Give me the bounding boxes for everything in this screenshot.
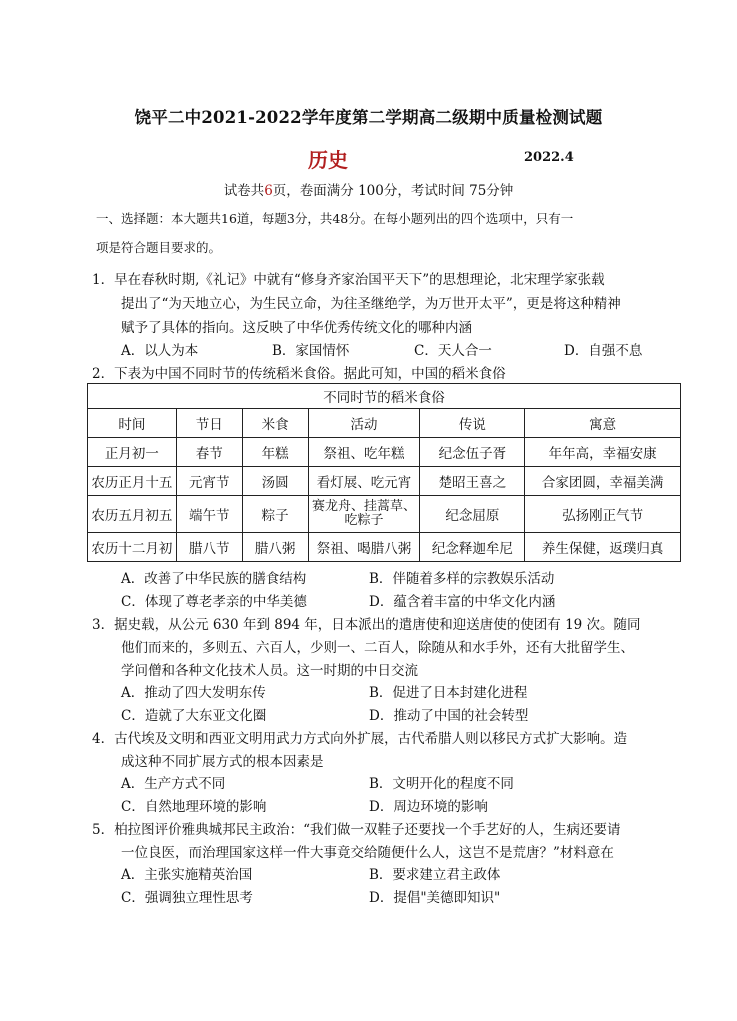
table-header: 活动: [308, 409, 420, 438]
q2-option-b[interactable]: B．伴随着多样的宗教娱乐活动: [369, 571, 555, 587]
q4-option-b[interactable]: B．文明开化的程度不同: [369, 776, 514, 792]
table-row: [88, 533, 681, 562]
table-cell: 合家团圆，幸福美满: [525, 467, 681, 496]
q3-option-a[interactable]: A．推动了四大发明东传: [121, 685, 266, 701]
q2-option-a[interactable]: A．改善了中华民族的膳食结构: [121, 571, 307, 587]
table-cell: 正月初一: [88, 438, 177, 467]
section-instruction-line1: 一、选择题：本大题共16道，每题3分，共48分。在每小题列出的四个选项中，只有一: [96, 211, 574, 226]
table-cell: 祭祖、吃年糕: [308, 438, 420, 467]
table-cell: 粽子: [242, 496, 308, 533]
subject-heading: 历史: [308, 148, 348, 172]
table-cell: 楚昭王喜之: [420, 467, 525, 496]
table-header: 节日: [176, 409, 242, 438]
table-cell: 端午节: [176, 496, 242, 533]
table-cell: 纪念屈原: [420, 496, 525, 533]
q3-option-d[interactable]: D．推动了中国的社会转型: [369, 708, 529, 724]
q5-line1: 5．柏拉图评价雅典城邦民主政治：“我们做一双鞋子还要找一个手艺好的人，生病还要请: [92, 822, 621, 838]
table-cell: 年年高，幸福安康: [525, 438, 681, 467]
table-header: 时间: [88, 409, 177, 438]
table-header: 寓意: [525, 409, 681, 438]
table-row: [88, 438, 681, 467]
q5-option-c[interactable]: C．强调独立理性思考: [121, 890, 253, 906]
exam-info-b: 页，卷面满分 100分，考试时间 75分钟: [272, 183, 514, 199]
table-cell: 祭祖、喝腊八粥: [308, 533, 420, 562]
q5-option-d[interactable]: D．提倡"美德即知识": [369, 890, 501, 906]
q2-line1: 2．下表为中国不同时节的传统稻米食俗。据此可知，中国的稻米食俗: [92, 366, 506, 382]
q3-option-c[interactable]: C．造就了大东亚文化圈: [121, 708, 267, 724]
table-cell-line: 吃粽子: [344, 513, 384, 528]
q5-line2: 一位良医，而治理国家这样一件大事竟交给随便什么人，这岂不是荒唐？”材料意在: [121, 845, 614, 861]
table-cell: 元宵节: [176, 467, 242, 496]
q4-option-d[interactable]: D．周边环境的影响: [369, 799, 488, 815]
q2-option-d[interactable]: D．蕴含着丰富的中华文化内涵: [369, 594, 556, 610]
table-caption: 不同时节的稻米食俗: [88, 384, 681, 409]
q1-option-a[interactable]: A．以人为本: [121, 343, 199, 359]
q3-option-b[interactable]: B．促进了日本封建化进程: [369, 685, 528, 701]
table-cell: 农历十二月初: [88, 533, 177, 562]
table-cell: 纪念伍子胥: [420, 438, 525, 467]
q4-line2: 成这种不同扩展方式的根本因素是: [121, 754, 324, 770]
q2-option-c[interactable]: C．体现了尊老孝亲的中华美德: [121, 594, 307, 610]
q1-option-b[interactable]: B．家国情怀: [272, 343, 350, 359]
q1-line2: 提出了“为天地立心，为生民立命，为往圣继绝学，为万世开太平”，更是将这种精神: [121, 296, 621, 312]
q3-line3: 学问僧和各种文化技术人员。这一时期的中日交流: [121, 663, 418, 679]
q5-option-a[interactable]: A．主张实施精英治国: [121, 867, 253, 883]
table-row: [88, 496, 681, 533]
q1-line1: 1．早在春秋时期,《礼记》中就有“修身齐家治国平天下”的思想理论，北宋理学家张载: [92, 272, 605, 288]
section-instruction-line2: 项是符合题目要求的。: [96, 240, 222, 255]
q4-line1: 4．古代埃及文明和西亚文明用武力方式向外扩展，古代希腊人则以移民方式扩大影响。造: [92, 731, 628, 747]
table-cell: 弘扬刚正气节: [525, 496, 681, 533]
table-cell: 腊八粥: [242, 533, 308, 562]
exam-date: 2022.4: [524, 150, 574, 165]
table-row: [88, 467, 681, 496]
table-cell: [308, 496, 420, 533]
table-cell: 春节: [176, 438, 242, 467]
q5-option-b[interactable]: B．要求建立君主政体: [369, 867, 501, 883]
table-cell: 养生保健，返璞归真: [525, 533, 681, 562]
table-cell: 农历正月十五: [88, 467, 177, 496]
q3-line1: 3．据史载，从公元 630 年到 894 年，日本派出的遣唐使和迎送唐使的使团有 19 次。随同: [92, 617, 641, 633]
table-cell: 汤圆: [242, 467, 308, 496]
table-header: 米食: [242, 409, 308, 438]
table-cell: 腊八节: [176, 533, 242, 562]
q1-option-c[interactable]: C．天人合一: [414, 343, 492, 359]
table-cell: 年糕: [242, 438, 308, 467]
table-cell-line: 赛龙舟、挂蒿草、: [312, 499, 417, 514]
exam-info-pages: 6: [264, 183, 273, 199]
table-cell: 农历五月初五: [88, 496, 177, 533]
rice-customs-table: [87, 383, 681, 562]
exam-info: [0, 179, 737, 199]
table-header: 传说: [420, 409, 525, 438]
exam-info-a: 试卷共: [223, 183, 265, 199]
table-cell: 纪念释迦牟尼: [420, 533, 525, 562]
table-cell: 看灯展、吃元宵: [308, 467, 420, 496]
q1-option-d[interactable]: D．自强不息: [564, 343, 643, 359]
q4-option-a[interactable]: A．生产方式不同: [121, 776, 226, 792]
q4-option-c[interactable]: C．自然地理环境的影响: [121, 799, 267, 815]
q3-line2: 他们而来的，多则五、六百人，少则一、二百人，除随从和水手外，还有大批留学生、: [121, 640, 634, 656]
q1-line3: 赋予了具体的指向。这反映了中华优秀传统文化的哪种内涵: [121, 320, 472, 336]
exam-title: 饶平二中2021-2022学年度第二学期高二级期中质量检测试题: [134, 108, 603, 127]
